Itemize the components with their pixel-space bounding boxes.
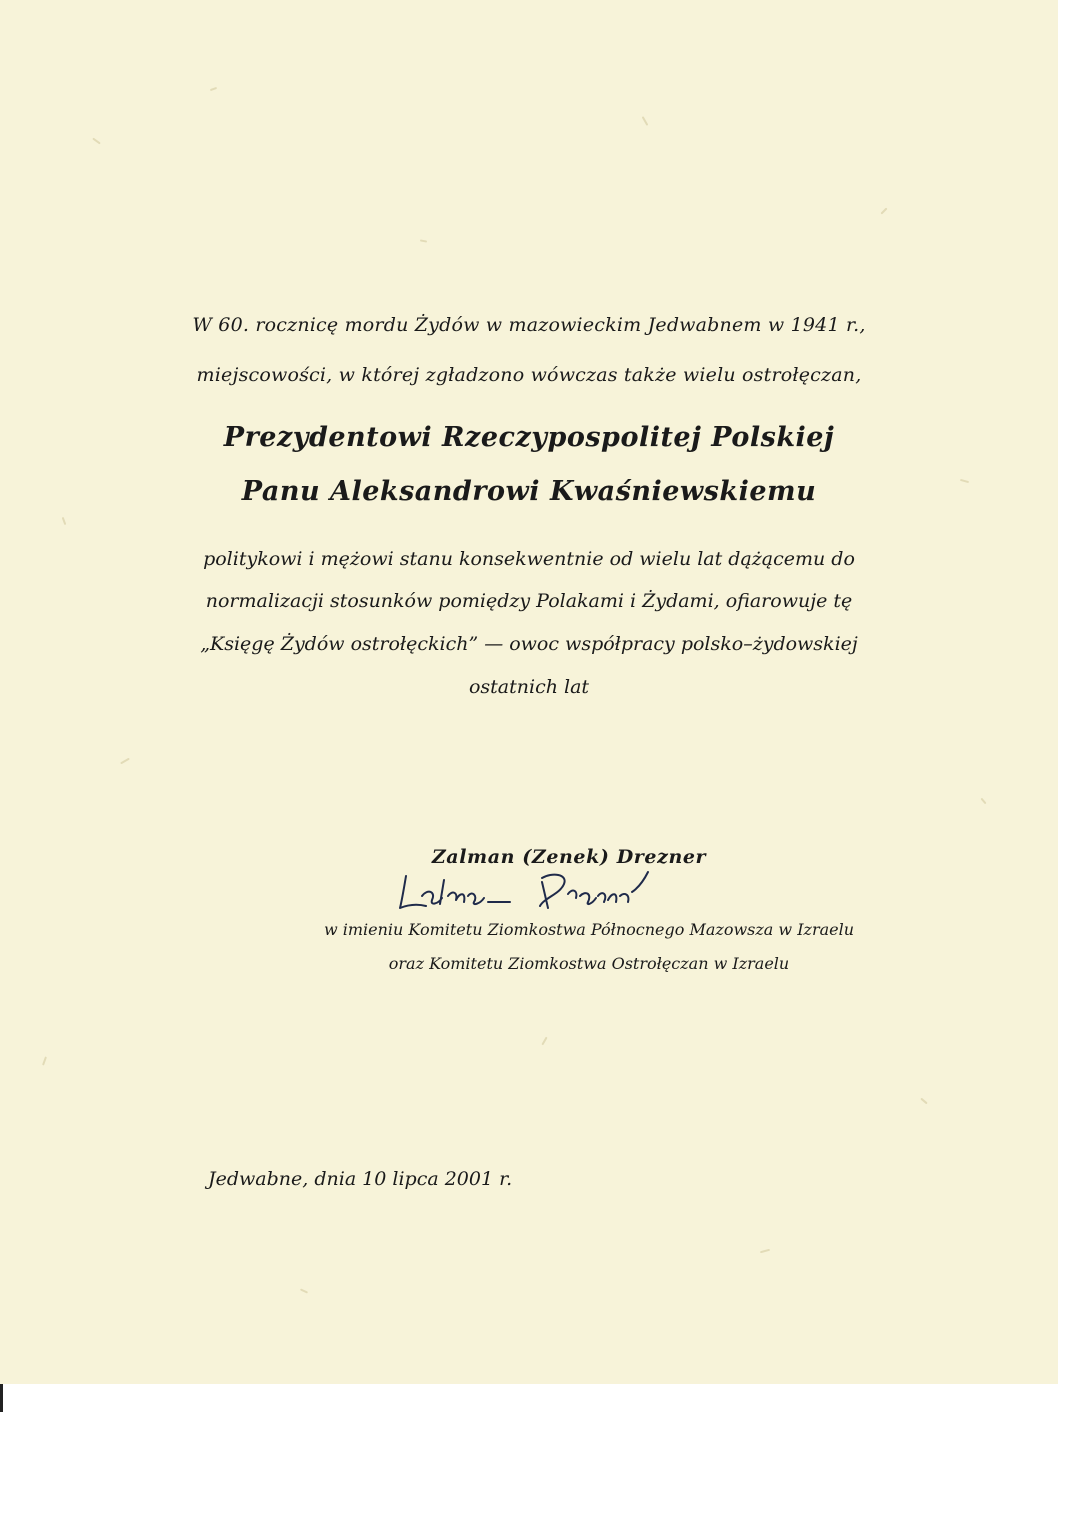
paper-fleck [120,758,130,765]
handwritten-signature [392,858,672,918]
scan-margin-right [1058,0,1080,1384]
paper-fleck [642,116,649,126]
signatory-org-line-2: oraz Komitetu Ziomkostwa Ostrołęczan w Izraelu [388,954,790,973]
paper-fleck [42,1056,47,1065]
paper-fleck [92,138,101,145]
intro-line-2: miejscowości, w której zgładzono wówczas także wielu ostrołęczan, [196,364,862,386]
intro-line-1: W 60. rocznicę mordu Żydów w mazowieckim Jedwabnem w 1941 r., [192,314,866,336]
paper-fleck [920,1098,927,1105]
paper-fleck [210,87,217,91]
body-line-2: normalizacji stosunków pomiędzy Polakami i Żydami, ofiarowuje tę [205,590,853,612]
signatory-org-line-1: w imieniu Komitetu Ziomkostwa Północnego Mazowsza w Izraelu [323,920,855,939]
paper-fleck [541,1037,547,1046]
scan-margin-bottom [0,1384,1080,1531]
date-line: Jedwabne, dnia 10 lipca 2001 r. [208,1168,513,1190]
recipient-line-2: Panu Aleksandrowi Kwaśniewskiemu [241,476,817,507]
signatory-name: Zalman (Zenek) Drezner [431,846,707,868]
recipient-line-1: Prezydentowi Rzeczypospolitej Polskiej [223,422,835,453]
body-line-3: „Księgę Żydów ostrołęckich” — owoc współpracy polsko–żydowskiej [200,633,858,655]
paper-fleck [880,207,887,214]
paper-fleck [980,798,986,805]
body-line-1: politykowi i mężowi stanu konsekwentnie od wielu lat dążącemu do [203,548,855,570]
body-line-4: ostatnich lat [468,676,590,698]
paper-fleck [300,1288,308,1293]
paper-fleck [760,1249,770,1254]
scan-edge-mark [0,1384,3,1412]
paper-fleck [420,239,427,242]
paper-fleck [62,517,67,525]
